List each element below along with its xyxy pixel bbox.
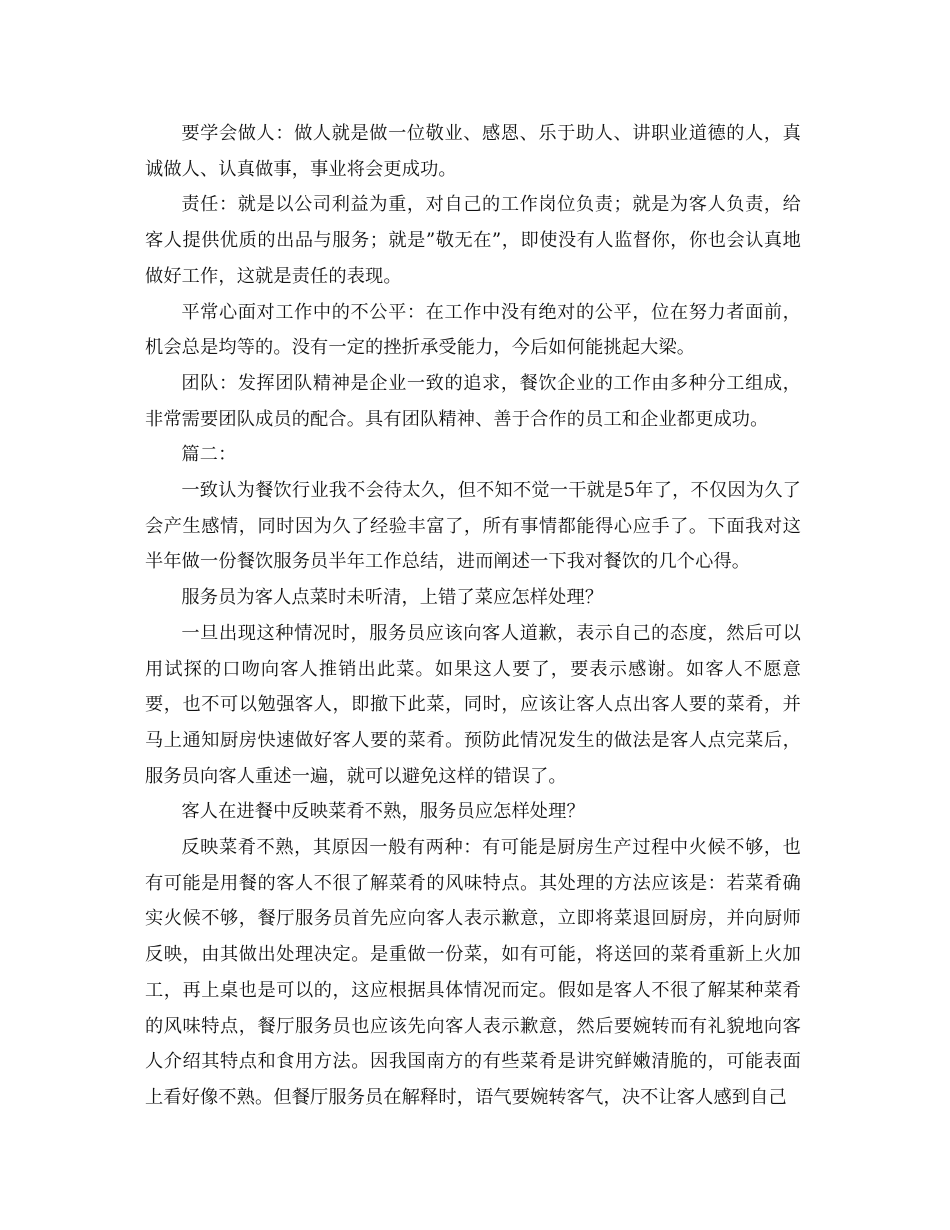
paragraph-be-a-good-person: 要学会做人：做人就是做一位敬业、感恩、乐于助人、讲职业道德的人，真诚做人、认真做事，事业将会更成功。 — [145, 123, 801, 180]
answer-undercooked-dish: 反映菜肴不熟，其原因一般有两种：有可能是厨房生产过程中火候不够，也有可能是用餐的客人不很了解菜肴的风味特点。其处理的方法应该是：若菜肴确实火候不够，餐厅服务员首先应向客人表示歉意，立即将菜退回厨房，并向厨师反映，由其做出处理决定。是重做一份菜，如有可能，将送回的菜肴重新上火加工，再上桌也是可以的，这应根据具体情况而定。假如是客人不很了解某种菜肴的风味特点，餐厅服务员也应该先向客人表示歉意，然后要婉转而有礼貌地向客人介绍其特点和食用方法。因我国南方的有些菜肴是讲究鲜嫩清脆的，可能表面上看好像不熟。但餐厅服务员在解释时，语气要婉转客气，决不让客人感到自己 — [145, 837, 801, 1108]
answer-wrong-dish: 一旦出现这种情况时，服务员应该向客人道歉，表示自己的态度，然后可以用试探的口吻向客人推销出此菜。如果这人要了，要表示感谢。如客人不愿意要，也不可以勉强客人，即撤下此菜，同时，应该让客人点出客人要的菜肴，并马上通知厨房快速做好客人要的菜肴。预防此情况发生的做法是客人点完菜后，服务员向客人重述一遍，就可以避免这样的错误了。 — [145, 622, 801, 787]
paragraph-intro-summary: 一致认为餐饮行业我不会待太久，但不知不觉一干就是5年了，不仅因为久了会产生感情，同时因为久了经验丰富了，所有事情都能得心应手了。下面我对这半年做一份餐饮服务员半年工作总结，进而阐述一下我对餐饮的几个心得。 — [145, 480, 801, 573]
question-wrong-dish: 服务员为客人点菜时未听清，上错了菜应怎样处理？ — [181, 587, 604, 609]
paragraph-teamwork: 团队：发挥团队精神是企业一致的追求，餐饮企业的工作由多种分工组成，非常需要团队成员的配合。具有团队精神、善于合作的员工和企业都更成功。 — [145, 372, 801, 430]
document-body — [145, 116, 801, 1116]
paragraph-fairness: 平常心面对工作中的不公平：在工作中没有绝对的公平，位在努力者面前，机会总是均等的。没有一定的挫折承受能力，今后如何能挑起大梁。 — [145, 301, 801, 359]
question-undercooked-dish: 客人在进餐中反映菜肴不熟，服务员应怎样处理？ — [181, 801, 585, 823]
section-heading-part-two: 篇二： — [181, 444, 237, 466]
paragraph-responsibility: 责任：就是以公司利益为重，对自己的工作岗位负责；就是为客人负责，给客人提供优质的出品与服务；就是”敬无在”，即使没有人监督你，你也会认真地做好工作，这就是责任的表现。 — [145, 194, 801, 287]
